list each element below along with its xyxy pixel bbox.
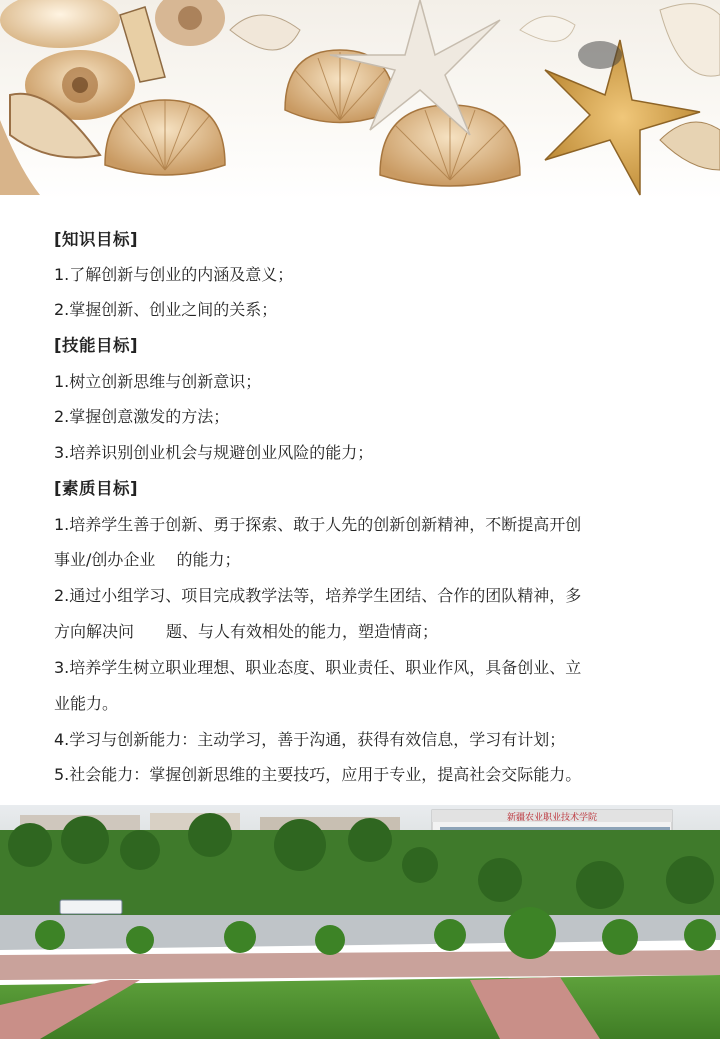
knowledge-item: 1.了解创新与创业的内涵及意义； [54,265,294,284]
quality-item-cont: 事业/创办企业 的能力； [54,550,241,569]
skills-item: 1.树立创新思维与创新意识； [54,372,262,391]
seashell-banner-image [0,0,720,200]
section-heading-skills: [技能目标] [54,336,139,355]
skills-item: 2.掌握创意激发的方法； [54,407,230,426]
quality-item: 1.培养学生善于创新、勇于探索、敢于人先的创新创新精神，不断提高开创 [54,515,582,534]
campus-photo [0,805,720,1039]
quality-item: 4.学习与创新能力：主动学习，善于沟通，获得有效信息，学习有计划； [54,730,566,749]
objectives-content [0,200,720,805]
section-heading-knowledge: [知识目标] [54,230,139,249]
quality-item-cont: 方向解决问 题、与人有效相处的能力，塑造情商； [54,622,439,641]
knowledge-item: 2.掌握创新、创业之间的关系； [54,300,278,319]
section-heading-quality: [素质目标] [54,479,139,498]
quality-item-cont: 业能力。 [54,694,119,713]
quality-item: 3.培养学生树立职业理想、职业态度、职业责任、职业作风，具备创业、立 [54,658,582,677]
quality-item: 2.通过小组学习、项目完成教学法等，培养学生团结、合作的团队精神，多 [54,586,582,605]
skills-item: 3.培养识别创业机会与规避创业风险的能力； [54,443,374,462]
campus-sign: 新疆农业职业技术学院 [506,813,598,823]
seashell-illustration [0,0,720,200]
quality-item: 5.社会能力：掌握创新思维的主要技巧，应用于专业，提高社会交际能力。 [54,765,582,784]
campus-illustration [0,805,720,1039]
